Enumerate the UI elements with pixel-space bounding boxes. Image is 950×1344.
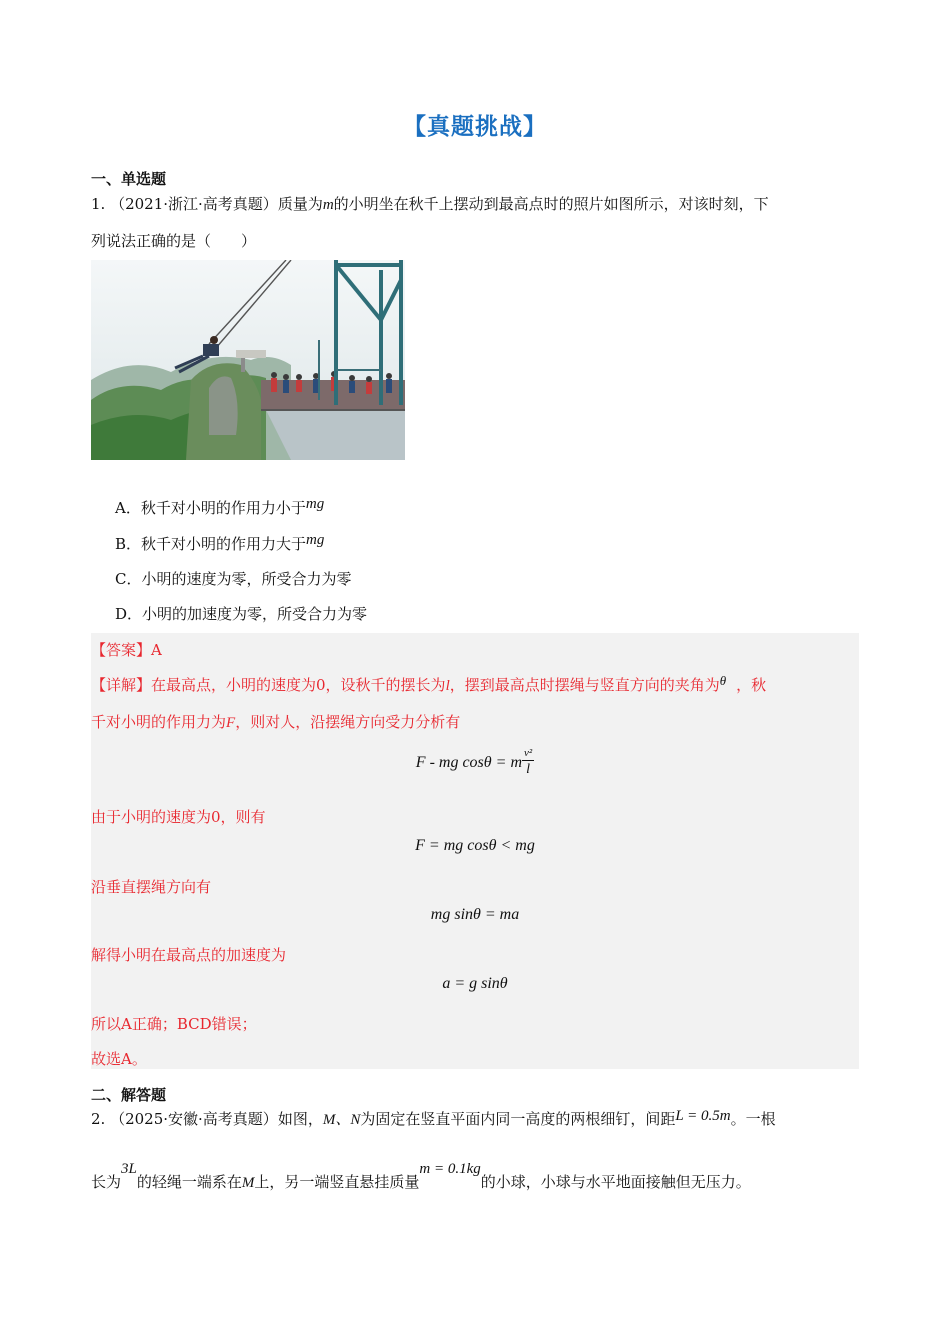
fraction (522, 748, 534, 777)
option-c[interactable] (115, 568, 352, 589)
question-2-line-1 (91, 1108, 776, 1129)
detail-line-1 (91, 674, 766, 695)
detail-text: 千对小明的作用力为 (91, 713, 227, 731)
answer-tag: 【答案】 (91, 641, 152, 659)
question-1-line-1 (91, 193, 769, 214)
question-text: 长为 (91, 1173, 122, 1191)
page-title: 【真题挑战】 (403, 114, 547, 140)
option-label: C． (115, 570, 142, 588)
option-label: A． (115, 499, 141, 517)
answer-line (91, 639, 162, 660)
equation-text: F - mg cosθ = m (415, 754, 522, 771)
section-heading-single-choice: 一、单选题 (91, 170, 167, 188)
math-expression: m = 0.1kg (419, 1161, 481, 1177)
fraction-denominator: l (526, 762, 531, 777)
answer-value: A (151, 641, 162, 659)
fraction-numerator: v² (524, 747, 533, 759)
math-var: mg (306, 532, 325, 548)
math-var: M、N (322, 1112, 361, 1128)
option-a[interactable] (115, 497, 324, 518)
question-number: 2. (91, 1110, 106, 1128)
detail-line-5: 解得小明在最高点的加速度为 (91, 946, 287, 964)
option-text: 小明的加速度为零，所受合力为零 (142, 605, 368, 623)
detail-text: ，摆到最高点时摆绳与竖直方向的夹角为 (449, 676, 720, 694)
equation-1 (91, 748, 859, 777)
equation-2: F = mg cosθ < mg (415, 837, 535, 854)
equation-3: mg sinθ = ma (430, 906, 520, 923)
section-heading-solution: 二、解答题 (91, 1086, 167, 1104)
math-expression: L = 0.5m (675, 1108, 731, 1124)
question-number: 1. (91, 195, 106, 213)
swing-photo (91, 260, 405, 460)
question-text: 如图， (277, 1110, 323, 1128)
question-text: 。一根 (730, 1110, 776, 1128)
math-var: mg (305, 496, 325, 512)
math-var: m (322, 197, 334, 213)
equation-4: a = g sinθ (442, 975, 508, 992)
question-2-line-2 (91, 1161, 751, 1192)
question-source: （2021·浙江·高考真题） (110, 195, 278, 213)
detail-line-4: 沿垂直摆绳方向有 (91, 878, 212, 896)
math-expression: 3L (121, 1161, 137, 1177)
question-text: 的小明坐在秋千上摆动到最高点时的照片如图所示，对该时刻，下 (333, 195, 769, 213)
option-b[interactable] (115, 533, 324, 554)
math-var: M (241, 1175, 255, 1191)
option-text: 秋千对小明的作用力小于 (140, 499, 306, 517)
detail-text: 在最高点，小明的速度为0，设秋千的摆长为 (151, 676, 446, 694)
detail-line-7: 故选A。 (91, 1050, 147, 1068)
option-text: 秋千对小明的作用力大于 (141, 535, 307, 553)
question-1-line-2: 列说法正确的是（ ） (91, 232, 257, 250)
question-text: 上，另一端竖直悬挂质量 (254, 1173, 420, 1191)
detail-tag: 【详解】 (91, 676, 152, 694)
detail-text: ，秋 (736, 676, 767, 694)
detail-line-6: 所以A正确；BCD错误； (91, 1015, 257, 1033)
option-label: D． (115, 605, 143, 623)
math-var: θ (719, 673, 727, 688)
question-source: （2025·安徽·高考真题） (110, 1110, 278, 1128)
option-text: 小明的速度为零，所受合力为零 (141, 570, 352, 588)
option-d[interactable] (115, 603, 367, 624)
question-text: 的轻绳一端系在 (136, 1173, 242, 1191)
detail-line-2 (91, 711, 460, 732)
question-text: 的小球，小球与水平地面接触但无压力。 (480, 1173, 751, 1191)
option-label: B． (115, 535, 142, 553)
detail-line-3: 由于小明的速度为0，则有 (91, 808, 266, 826)
math-var: l (445, 678, 450, 694)
detail-text: ，则对人，沿摆绳方向受力分析有 (235, 713, 461, 731)
math-var: F (226, 715, 236, 731)
question-text: 质量为 (277, 195, 323, 213)
question-text: 为固定在竖直平面内同一高度的两根细钉，间距 (360, 1110, 676, 1128)
